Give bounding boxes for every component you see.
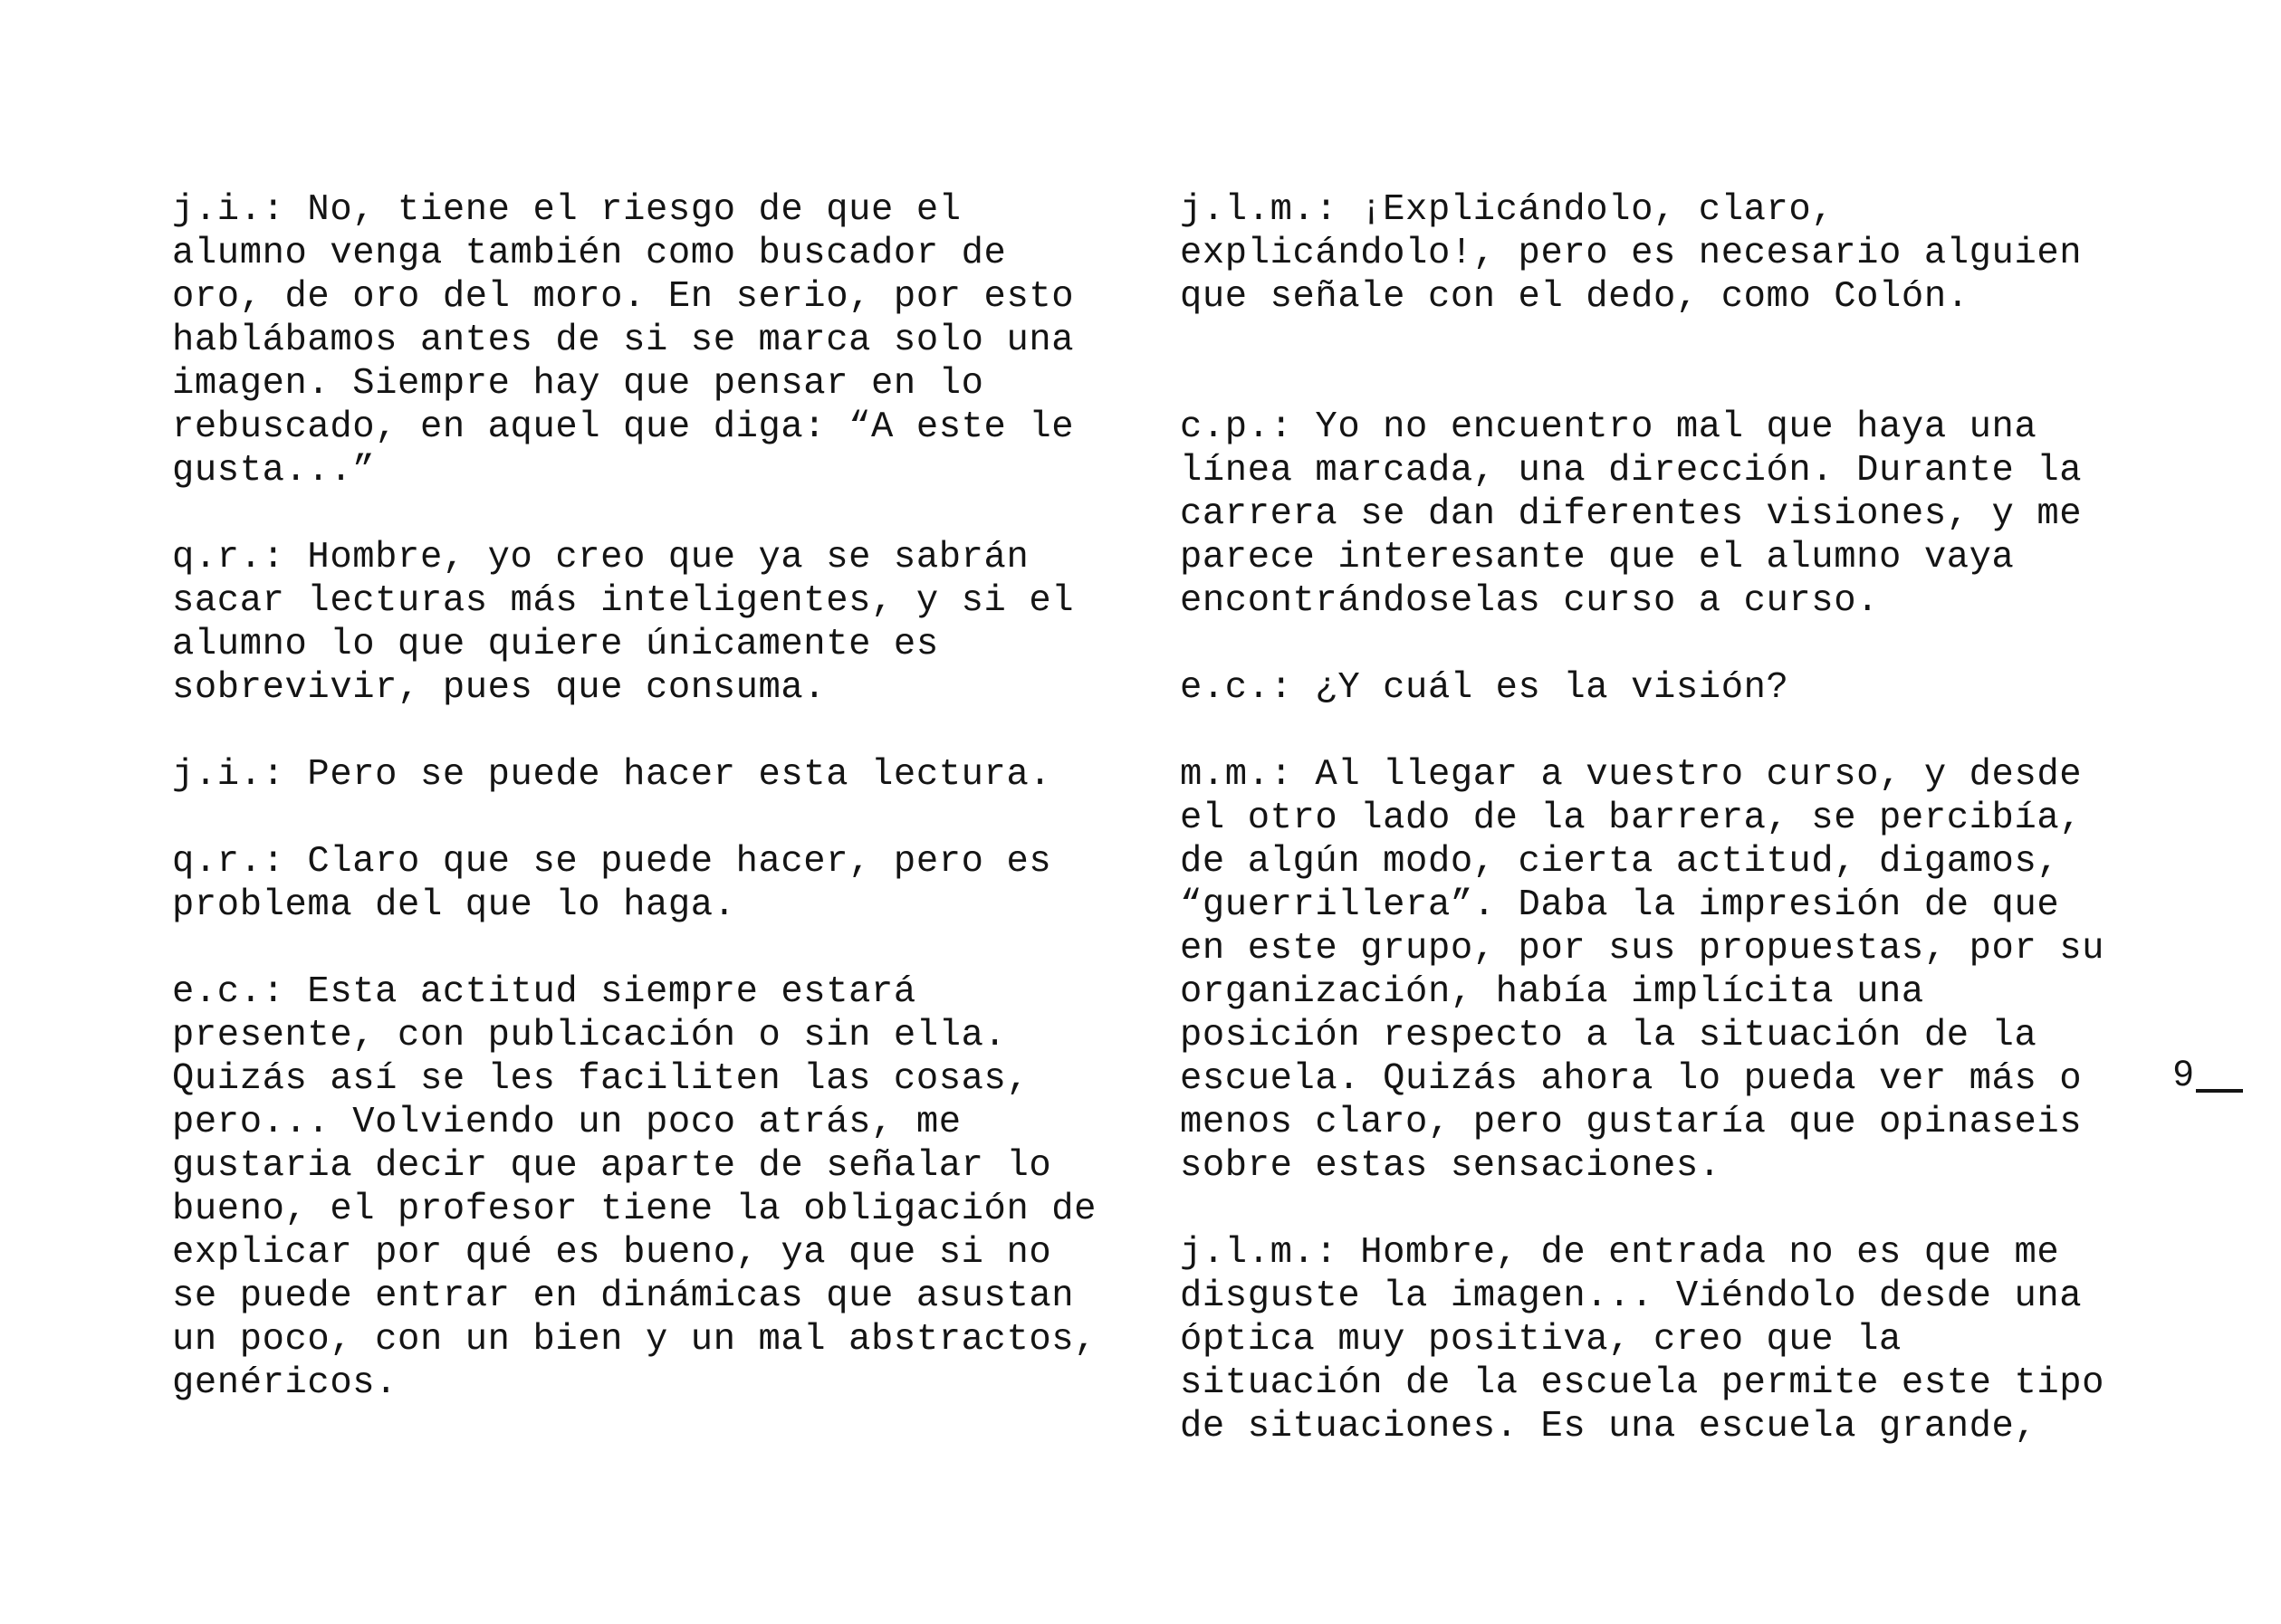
paragraph-qr-2 [172,840,1150,927]
paragraph-gap [172,927,1150,970]
text-line: j.i.: No, tiene el riesgo de que el [172,189,962,231]
text-line: explicar por qué es bueno, ya que si no [172,1232,1052,1274]
text-line: óptica muy positiva, creo que la [1180,1319,1902,1361]
text-line: oro, de oro del moro. En serio, por esto [172,276,1075,318]
paragraph-jlm-1 [1180,188,2158,319]
paragraph-cp-1 [1180,406,2158,623]
text-line: explicándolo!, pero es necesario alguien [1180,233,2083,274]
text-line: hablábamos antes de si se marca solo una [172,320,1075,361]
paragraph-ji-1 [172,188,1150,492]
text-line: gustaria decir que aparte de señalar lo [172,1145,1052,1187]
text-line: presente, con publicación o sin ella. [172,1015,1007,1056]
text-line: sobrevivir, pues que consuma. [172,667,827,709]
text-line: situación de la escuela permite este tipo [1180,1362,2105,1404]
text-line: q.r.: Hombre, yo creo que ya se sabrán [172,537,1030,578]
page-number-underline [2196,1089,2243,1093]
right-column [1180,188,2158,1448]
paragraph-qr-1 [172,536,1150,710]
text-line: bueno, el profesor tiene la obligación de [172,1189,1097,1230]
text-line: disguste la imagen... Viéndolo desde una [1180,1275,2083,1317]
paragraph-gap [172,710,1150,753]
text-line: en este grupo, por sus propuestas, por su [1180,928,2105,970]
text-line: que señale con el dedo, como Colón. [1180,276,1970,318]
text-line: pero... Volviendo un poco atrás, me [172,1102,962,1143]
text-line: un poco, con un bien y un mal abstractos, [172,1319,1097,1361]
paragraph-ec-2 [1180,666,2158,710]
text-line: sobre estas sensaciones. [1180,1145,1721,1187]
text-line: rebuscado, en aquel que diga: “A este le [172,406,1075,448]
text-line: organización, había implícita una [1180,971,1924,1013]
text-line: carrera se dan diferentes visiones, y me [1180,493,2083,535]
text-line: encontrándoselas curso a curso. [1180,580,1880,622]
paragraph-gap [1180,319,2158,406]
text-line: j.i.: Pero se puede hacer esta lectura. [172,754,1052,796]
paragraph-ji-2 [172,753,1150,797]
text-line: j.l.m.: ¡Explicándolo, claro, [1180,189,1835,231]
text-line: e.c.: Esta actitud siempre estará [172,971,916,1013]
text-line: Quizás así se les faciliten las cosas, [172,1058,1030,1100]
page-number: 9 [2173,1054,2194,1094]
paragraph-gap [172,492,1150,536]
text-line: de situaciones. Es una escuela grande, [1180,1406,2037,1447]
text-line: c.p.: Yo no encuentro mal que haya una [1180,406,2037,448]
paragraph-gap [1180,1188,2158,1231]
text-line: escuela. Quizás ahora lo pueda ver más o [1180,1058,2083,1100]
paragraph-gap [172,797,1150,840]
text-line: e.c.: ¿Y cuál es la visión? [1180,667,1789,709]
text-line: problema del que lo haga. [172,884,736,926]
text-line: posición respecto a la situación de la [1180,1015,2037,1056]
text-line: m.m.: Al llegar a vuestro curso, y desde [1180,754,2083,796]
text-line: “guerrillera”. Daba la impresión de que [1180,884,2060,926]
text-line: alumno lo que quiere únicamente es [172,624,939,665]
text-line: de algún modo, cierta actitud, digamos, [1180,841,2060,883]
paragraph-gap [1180,710,2158,753]
text-line: alumno venga también como buscador de [172,233,1007,274]
text-line: sacar lecturas más inteligentes, y si el [172,580,1075,622]
paragraph-mm-1 [1180,753,2158,1188]
text-line: j.l.m.: Hombre, de entrada no es que me [1180,1232,2060,1274]
paragraph-jlm-2 [1180,1231,2158,1448]
text-line: gusta...” [172,450,376,492]
text-line: línea marcada, una dirección. Durante la [1180,450,2083,492]
paragraph-gap [1180,623,2158,666]
text-line: menos claro, pero gustaría que opinaseis [1180,1102,2083,1143]
text-line: el otro lado de la barrera, se percibía, [1180,798,2083,839]
text-line: q.r.: Claro que se puede hacer, pero es [172,841,1052,883]
text-line: imagen. Siempre hay que pensar en lo [172,363,984,405]
text-line: se puede entrar en dinámicas que asustan [172,1275,1075,1317]
text-line: parece interesante que el alumno vaya [1180,537,2015,578]
text-line: genéricos. [172,1362,398,1404]
left-column [172,188,1150,1405]
paragraph-ec-1 [172,970,1150,1405]
